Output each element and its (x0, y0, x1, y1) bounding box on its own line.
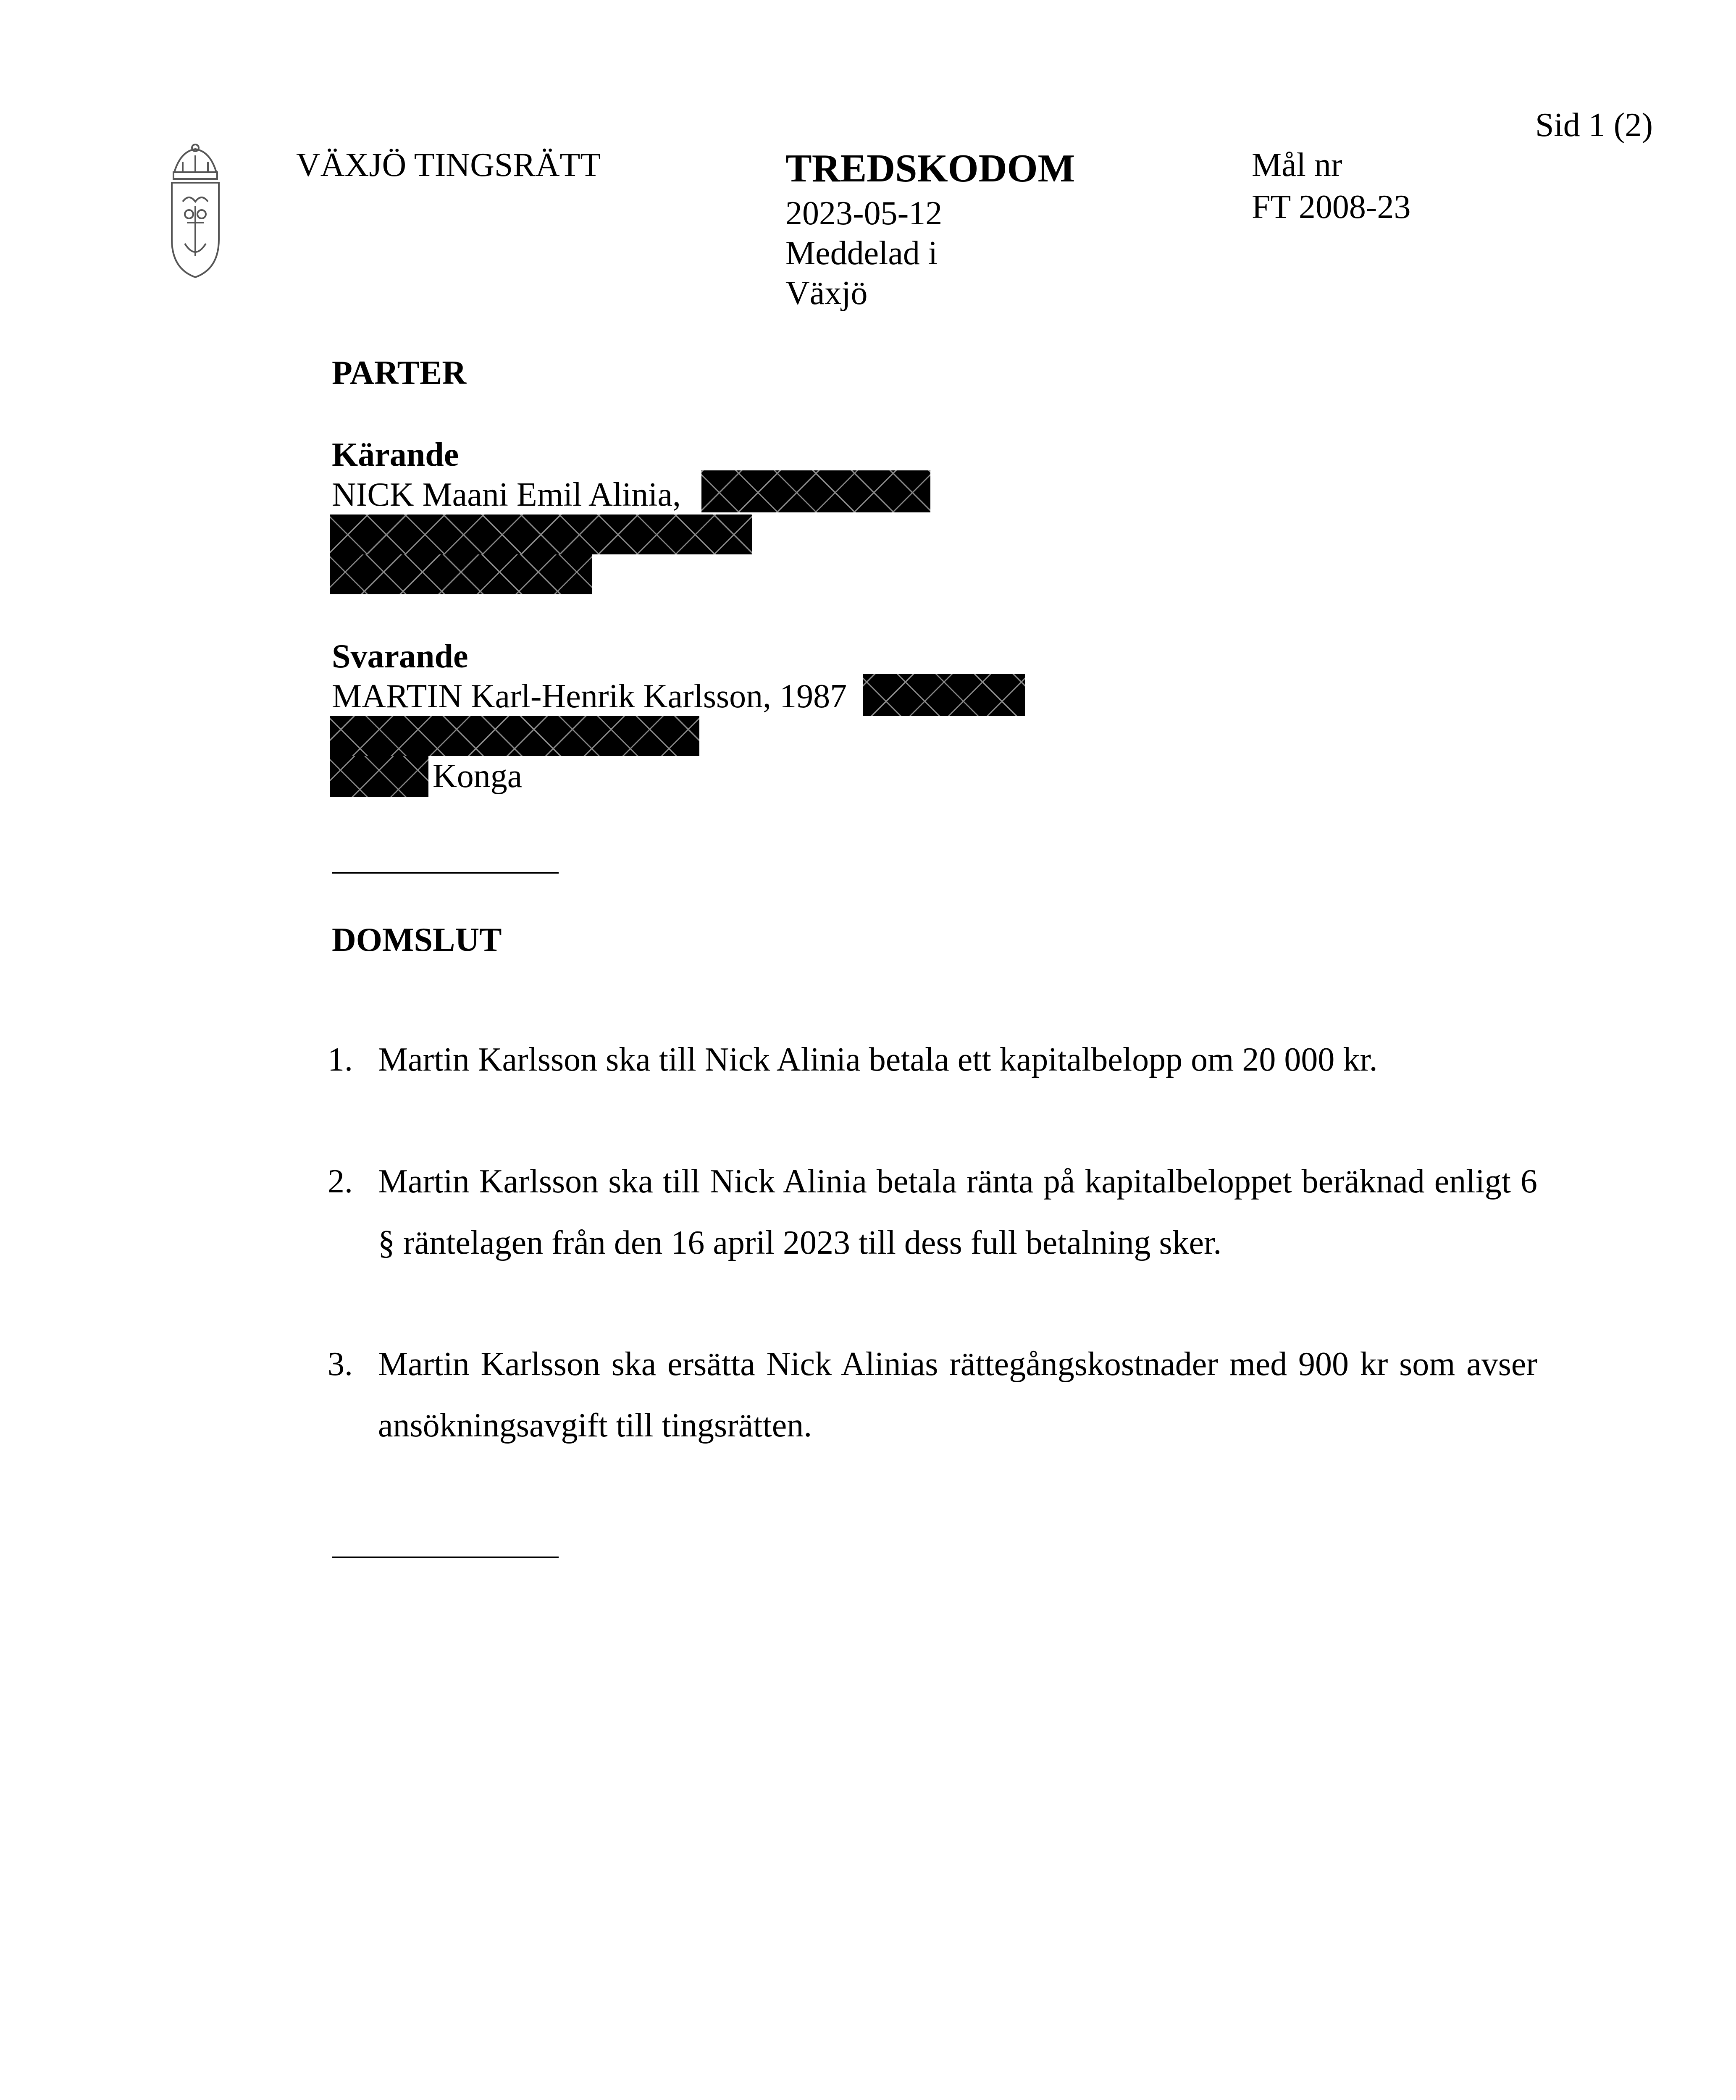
parties-heading: PARTER (332, 354, 467, 391)
plaintiff-role: Kärande (332, 436, 459, 473)
defendant-role: Svarande (332, 638, 468, 675)
judgment-item-number: 3. (328, 1346, 353, 1383)
defendant-city: Konga (433, 758, 523, 795)
issued-label: Meddelad i (785, 235, 938, 272)
issued-place: Växjö (785, 275, 868, 312)
separator-line (332, 1557, 559, 1558)
judgment-item-text: Martin Karlsson ska till Nick Alinia betala ränta på kapitalbeloppet beräknad enligt 6 § räntelagen från den 16 april 2023 till dess full betalning sker. (378, 1163, 1537, 1261)
redaction-block (863, 674, 1025, 716)
redaction-block (330, 514, 752, 554)
redaction-block (330, 756, 428, 797)
plaintiff-name: NICK Maani Emil Alinia, (332, 476, 681, 513)
case-label: Mål nr (1252, 147, 1342, 184)
redaction-block (330, 716, 699, 756)
document-date: 2023-05-12 (785, 195, 943, 232)
case-number: FT 2008-23 (1252, 189, 1411, 226)
redaction-block (330, 554, 592, 594)
judgment-item-text: Martin Karlsson ska till Nick Alinia betala ett kapitalbelopp om 20 000 kr. (378, 1041, 1378, 1078)
defendant-name: MARTIN Karl-Henrik Karlsson, 1987 (332, 678, 847, 715)
judgment-item-text: Martin Karlsson ska ersätta Nick Alinias rättegångskostnader med 900 kr som avser ansökningsavgift till tingsrätten. (378, 1346, 1537, 1444)
coat-of-arms-emblem (166, 143, 225, 281)
judgment-item (328, 1029, 1537, 1090)
judgment-item-number: 1. (328, 1041, 353, 1078)
document-type: TREDSKODOM (785, 147, 1075, 190)
judgment-item (328, 1151, 1537, 1273)
judgment-heading: DOMSLUT (332, 921, 502, 958)
court-name: VÄXJÖ TINGSRÄTT (296, 147, 601, 184)
redaction-block (701, 470, 930, 512)
judgment-item (328, 1334, 1537, 1456)
separator-line (332, 872, 559, 874)
judgment-item-number: 2. (328, 1163, 353, 1200)
page-indicator: Sid 1 (2) (1535, 107, 1653, 144)
